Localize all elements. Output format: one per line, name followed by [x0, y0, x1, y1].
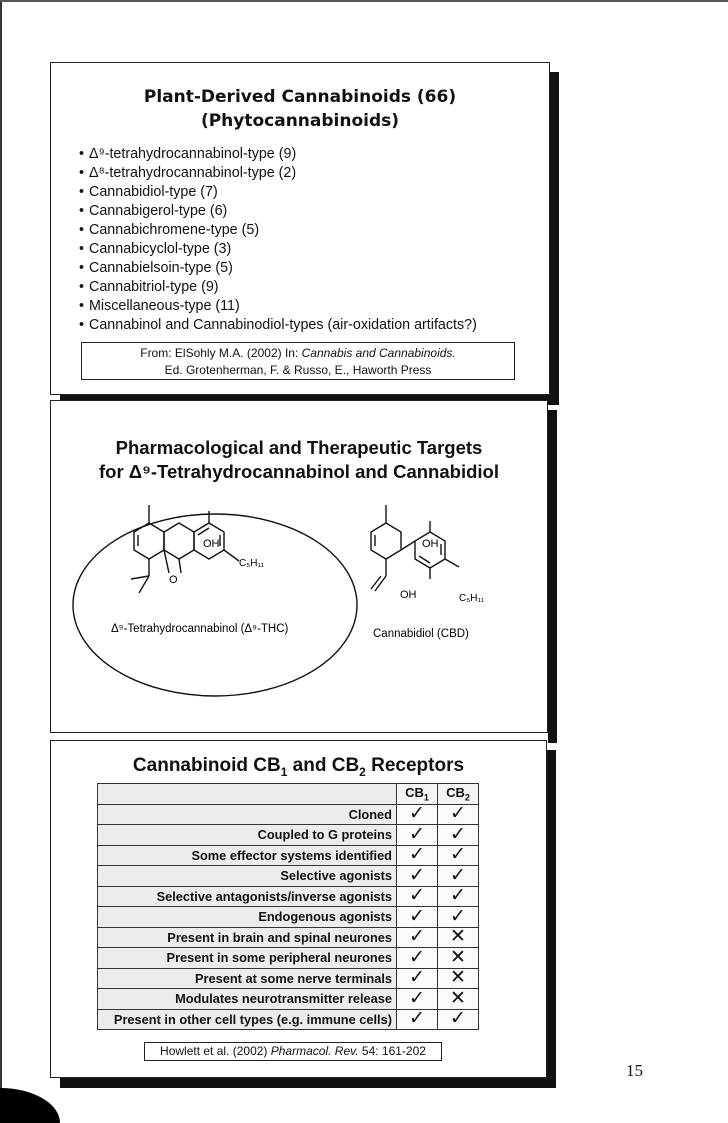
cb1-mark: ✓ — [397, 968, 438, 989]
cb2-mark: ✕ — [438, 989, 479, 1010]
cb2-mark: ✓ — [438, 825, 479, 846]
list-item: • Cannabielsoin-type (5) — [79, 259, 477, 278]
cb2-mark: ✓ — [438, 866, 479, 887]
slide3-shadow-bottom — [60, 1078, 556, 1088]
slide3-shadow-right — [547, 750, 556, 1088]
cb1-mark: ✓ — [397, 845, 438, 866]
feature-cell: Cloned — [98, 804, 397, 825]
cb2-mark: ✓ — [438, 845, 479, 866]
slide-pharmacological-targets — [50, 400, 548, 733]
cb2-mark: ✓ — [438, 886, 479, 907]
header-blank-cell — [98, 784, 397, 805]
slide3-citation: Howlett et al. (2002) Pharmacol. Rev. 54: 161-202 — [144, 1042, 442, 1061]
cb1-mark: ✓ — [397, 927, 438, 948]
cb1-column-header: $CB_1$ — [397, 784, 438, 805]
cb1-mark: ✓ — [397, 886, 438, 907]
feature-cell: Present in some peripheral neurones — [98, 948, 397, 969]
list-item: • Miscellaneous-type (11) — [79, 297, 477, 316]
cb2-mark: ✕ — [438, 948, 479, 969]
slide-cb-receptors — [50, 740, 547, 1078]
slide1-title-line1: Plant-Derived Cannabinoids (66) — [143, 87, 457, 107]
cb2-mark: ✓ — [438, 804, 479, 825]
cbd-structure — [371, 505, 459, 591]
cb1-mark: ✓ — [397, 866, 438, 887]
citation-book: Cannabis and Cannabinoids. — [301, 346, 456, 360]
cbd-label: Cannabidiol (CBD) — [373, 628, 469, 640]
feature-cell: Present in other cell types (e.g. immune cells) — [98, 1009, 397, 1030]
feature-cell: Coupled to G proteins — [98, 825, 397, 846]
scan-top-edge — [0, 0, 728, 2]
list-item: • Cannabicyclol-type (3) — [79, 240, 477, 259]
feature-cell: Present in brain and spinal neurones — [98, 927, 397, 948]
thc-chain-label: C₅H₁₁ — [239, 558, 265, 569]
slide1-citation — [81, 342, 515, 380]
list-item: • Cannabitriol-type (9) — [79, 278, 477, 297]
feature-cell: Some effector systems identified — [98, 845, 397, 866]
list-item: • Cannabidiol-type (7) — [79, 183, 477, 202]
citation-line2: Ed. Grotenherman, F. & Russo, E., Haworth Press — [164, 363, 432, 377]
table-row — [98, 968, 479, 989]
cbd-oh-top-label: OH — [422, 538, 439, 550]
receptor-comparison-table — [97, 783, 479, 1030]
table-row — [98, 886, 479, 907]
slide2-shadow-right — [548, 410, 557, 743]
cb1-mark: ✓ — [397, 989, 438, 1010]
thc-structure — [131, 505, 239, 593]
table-header-row — [98, 784, 479, 805]
citation-prefix: From: ElSohly M.A. (2002) In: — [140, 346, 302, 360]
cb2-column-header: $CB_2$ — [438, 784, 479, 805]
feature-cell: Present at some nerve terminals — [98, 968, 397, 989]
table-row — [98, 927, 479, 948]
table-row — [98, 845, 479, 866]
cbd-chain-label: C₅H₁₁ — [459, 593, 485, 604]
table-row — [98, 866, 479, 887]
page-curl-shadow — [0, 1088, 60, 1123]
slide1-title-line2: (Phytocannabinoids) — [200, 111, 400, 131]
cb2-mark: ✓ — [438, 1009, 479, 1030]
cb1-mark: ✓ — [397, 907, 438, 928]
feature-cell: Selective antagonists/inverse agonists — [98, 886, 397, 907]
structures-diagram — [51, 401, 549, 734]
slide2-title-line2: for Δ⁹-Tetrahydrocannabinol and Cannabidiol — [99, 461, 499, 482]
page-number: 15 — [626, 1061, 643, 1080]
table-row — [98, 948, 479, 969]
cb1-mark: ✓ — [397, 948, 438, 969]
scan-left-edge — [0, 0, 2, 1123]
table-row — [98, 825, 479, 846]
slide2-title-line1: Pharmacological and Therapeutic Targets — [115, 437, 483, 458]
list-item: • Δ⁸-tetrahydrocannabinol-type (2) — [79, 164, 477, 183]
cannabinoid-type-list — [79, 145, 477, 335]
cb2-mark: ✕ — [438, 927, 479, 948]
list-item: • Cannabinol and Cannabinodiol-types (air-oxidation artifacts?) — [79, 316, 477, 335]
slide3-title: Cannabinoid $CB_1$ and $CB_2$ Receptors — [132, 755, 465, 779]
cb2-mark: ✕ — [438, 968, 479, 989]
table-row — [98, 1009, 479, 1030]
slide1-shadow-right — [550, 72, 559, 405]
list-item: • Cannabichromene-type (5) — [79, 221, 477, 240]
cb1-mark: ✓ — [397, 804, 438, 825]
cb2-mark: ✓ — [438, 907, 479, 928]
list-item: • Cannabigerol-type (6) — [79, 202, 477, 221]
list-item: • Δ⁹-tetrahydrocannabinol-type (9) — [79, 145, 477, 164]
thc-oh-label: OH — [203, 538, 220, 550]
table-row — [98, 989, 479, 1010]
feature-cell: Modulates neurotransmitter release — [98, 989, 397, 1010]
thc-label: Δ⁹-Tetrahydrocannabinol (Δ⁹-THC) — [111, 623, 289, 635]
thc-o-label: O — [169, 574, 178, 586]
table-row — [98, 804, 479, 825]
cb1-mark: ✓ — [397, 825, 438, 846]
slide-phytocannabinoids — [50, 62, 550, 395]
cbd-oh-bottom-label: OH — [400, 589, 417, 601]
feature-cell: Selective agonists — [98, 866, 397, 887]
cb1-mark: ✓ — [397, 1009, 438, 1030]
table-row — [98, 907, 479, 928]
feature-cell: Endogenous agonists — [98, 907, 397, 928]
